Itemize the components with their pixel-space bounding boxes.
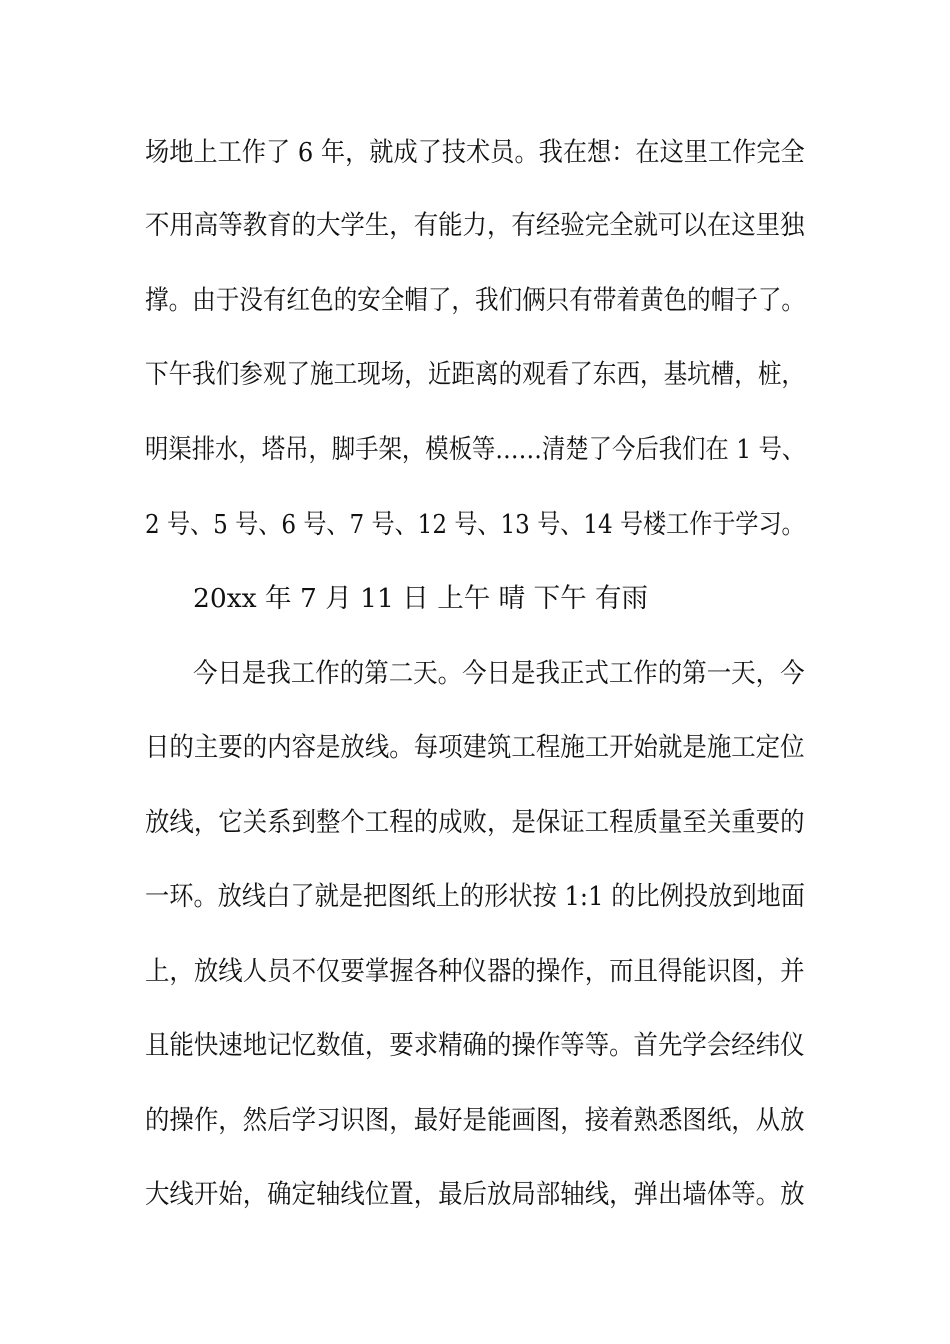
- text-line: 不用高等教育的大学生，有能力，有经验完全就可以在这里独: [145, 210, 805, 241]
- date-heading: 20xx 年 7 月 11 日 上午 晴 下午 有雨: [193, 583, 649, 614]
- text-line: 2 号、5 号、6 号、7 号、12 号、13 号、14 号楼工作于学习。: [145, 509, 805, 540]
- text-line: 一环。放线白了就是把图纸上的形状按 1:1 的比例投放到地面: [145, 881, 805, 912]
- text-line: 场地上工作了 6 年，就成了技术员。我在想：在这里工作完全: [145, 137, 805, 168]
- text-line: 的操作，然后学习识图，最好是能画图，接着熟悉图纸，从放: [145, 1105, 805, 1136]
- text-line: 明渠排水，塔吊，脚手架，模板等……清楚了今后我们在 1 号、: [145, 434, 806, 465]
- text-line: 日的主要的内容是放线。每项建筑工程施工开始就是施工定位: [145, 732, 805, 763]
- text-line: 下午我们参观了施工现场，近距离的观看了东西，基坑槽，桩，: [145, 359, 805, 390]
- text-line: 大线开始，确定轴线位置，最后放局部轴线，弹出墙体等。放: [145, 1179, 805, 1210]
- text-line: 撑。由于没有红色的安全帽了，我们俩只有带着黄色的帽子了。: [145, 285, 805, 316]
- text-line: 放线，它关系到整个工程的成败，是保证工程质量至关重要的: [145, 807, 805, 838]
- text-line: 且能快速地记忆数值，要求精确的操作等等。首先学会经纬仪: [145, 1030, 805, 1061]
- text-line: 上，放线人员不仅要掌握各种仪器的操作，而且得能识图，并: [145, 956, 805, 987]
- text-line: 今日是我工作的第二天。今日是我正式工作的第一天，今: [193, 658, 805, 689]
